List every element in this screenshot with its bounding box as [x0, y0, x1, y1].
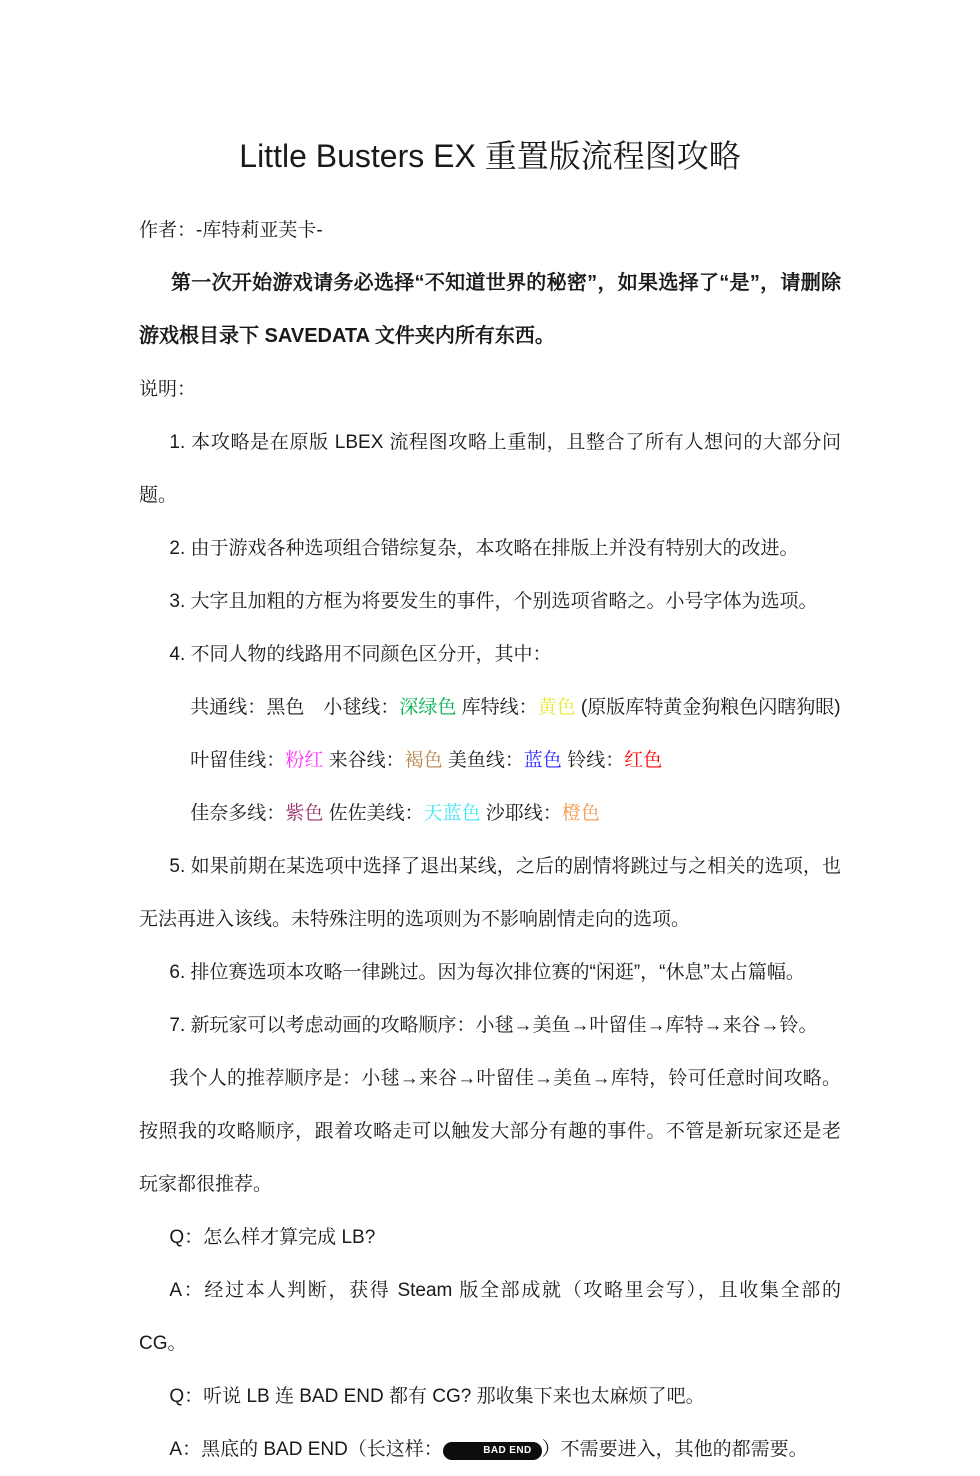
question-2: Q：听说 LB 连 BAD END 都有 CG? 那收集下来也太麻烦了吧。 [169, 1386, 705, 1407]
route-legend-row-2 [139, 734, 841, 787]
route-legend-row-3 [139, 787, 841, 840]
notes-label: 说明： [139, 379, 197, 400]
legend-segment: 佐佐美线： [323, 803, 424, 824]
document-title: Little Busters EX 重置版流程图攻略 [239, 138, 741, 174]
note-item-6: 6. 排位赛选项本攻略一律跳过。因为每次排位赛的“闲逛”，“休息”太占篇幅。 [169, 962, 805, 983]
legend-segment: 红色 [624, 750, 663, 771]
author-line: 作者：-库特莉亚芙卡- [139, 220, 323, 241]
legend-segment: 铃线： [561, 750, 625, 771]
answer-2-text-after: ）不需要进入，其他的都需要。 [541, 1439, 808, 1460]
legend-segment: (原版库特黄金狗粮色闪瞎狗眼) [575, 697, 841, 718]
legend-segment: 小毬线： [304, 697, 400, 718]
note-item-1: 1. 本攻略是在原版 LBEX 流程图攻略上重制，且整合了所有人想问的大部分问题。 [139, 432, 841, 506]
answer-2 [139, 1423, 841, 1476]
legend-segment: 黑色 [266, 697, 305, 718]
legend-segment: 深绿色 [399, 697, 457, 718]
legend-segment: 共通线： [190, 697, 267, 718]
legend-segment: 天蓝色 [423, 803, 481, 824]
note-item-5: 5. 如果前期在某选项中选择了退出某线，之后的剧情将跳过与之相关的选项，也无法再进入该线。未特殊注明的选项则为不影响剧情走向的选项。 [139, 856, 841, 930]
legend-segment: 橙色 [561, 803, 600, 824]
legend-segment: 叶留佳线： [190, 750, 286, 771]
legend-segment: 美鱼线： [442, 750, 524, 771]
legend-segment: 粉红 [285, 750, 324, 771]
route-legend-row-1 [139, 681, 841, 734]
answer-1: A：经过本人判断，获得 Steam 版全部成就（攻略里会写），且收集全部的 CG。 [139, 1280, 841, 1354]
warning-paragraph: 第一次开始游戏请务必选择“不知道世界的秘密”，如果选择了“是”，请删除游戏根目录下 SAVEDATA 文件夹内所有东西。 [139, 272, 841, 347]
legend-segment: 蓝色 [523, 750, 562, 771]
question-1: Q：怎么样才算完成 LB? [169, 1227, 376, 1248]
bad-end-badge: BAD END [443, 1442, 542, 1460]
recommended-order-paragraph: 我个人的推荐顺序是：小毬→来谷→叶留佳→美鱼→库特，铃可任意时间攻略。按照我的攻略顺序，跟着攻略走可以触发大部分有趣的事件。不管是新玩家还是老玩家都很推荐。 [139, 1068, 841, 1195]
note-item-3: 3. 大字且加粗的方框为将要发生的事件，个别选项省略之。小号字体为选项。 [169, 591, 818, 612]
answer-2-text-before: A：黑底的 BAD END（长这样： [169, 1439, 443, 1460]
note-item-2: 2. 由于游戏各种选项组合错综复杂，本攻略在排版上并没有特别大的改进。 [169, 538, 799, 559]
legend-segment: 黄色 [537, 697, 576, 718]
note-item-7: 7. 新玩家可以考虑动画的攻略顺序：小毬→美鱼→叶留佳→库特→来谷→铃。 [169, 1015, 818, 1036]
legend-segment: 佳奈多线： [190, 803, 286, 824]
legend-segment: 紫色 [285, 803, 324, 824]
legend-segment: 褐色 [404, 750, 443, 771]
note-item-4: 4. 不同人物的线路用不同颜色区分开，其中： [169, 644, 552, 665]
legend-segment: 来谷线： [323, 750, 405, 771]
legend-segment: 库特线： [456, 697, 538, 718]
legend-segment: 沙耶线： [480, 803, 562, 824]
